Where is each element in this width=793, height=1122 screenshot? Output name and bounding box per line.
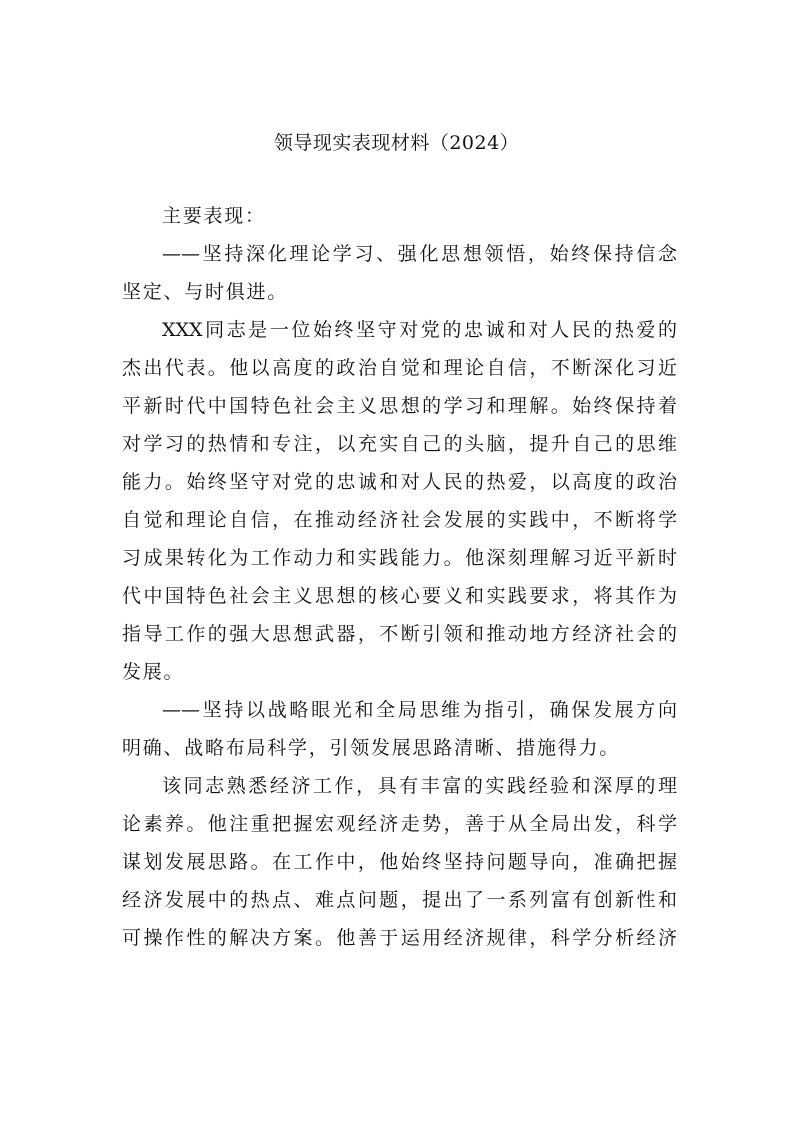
paragraph-line: 指导工作的强大思想武器，不断引领和推动地方经济社会的 bbox=[122, 623, 677, 645]
paragraph-line: 谋划发展思路。在工作中，他始终坚持问题导向，准确把握 bbox=[122, 851, 677, 873]
section-heading: 主要表现： bbox=[162, 205, 266, 227]
document-title: 领导现实表现材料（2024） bbox=[273, 132, 520, 154]
paragraph-line: 代中国特色社会主义思想的核心要义和实践要求，将其作为 bbox=[122, 585, 677, 607]
paragraph-line: 杰出代表。他以高度的政治自觉和理论自信，不断深化习近 bbox=[122, 357, 677, 379]
paragraph-line: 可操作性的解决方案。他善于运用经济规律，科学分析经济 bbox=[122, 927, 677, 949]
paragraph-line: XXX同志是一位始终坚守对党的忠诚和对人民的热爱的 bbox=[162, 319, 677, 341]
paragraph-line: 平新时代中国特色社会主义思想的学习和理解。始终保持着 bbox=[122, 395, 677, 417]
paragraph-line: 能力。始终坚守对党的忠诚和对人民的热爱，以高度的政治 bbox=[122, 471, 677, 493]
paragraph-line: 论素养。他注重把握宏观经济走势，善于从全局出发，科学 bbox=[122, 813, 677, 835]
document-body bbox=[122, 197, 677, 957]
paragraph-line: 该同志熟悉经济工作，具有丰富的实践经验和深厚的理 bbox=[162, 775, 677, 797]
paragraph-line: 习成果转化为工作动力和实践能力。他深刻理解习近平新时 bbox=[122, 547, 677, 569]
paragraph-line: 经济发展中的热点、难点问题，提出了一系列富有创新性和 bbox=[122, 889, 677, 911]
paragraph-line: 对学习的热情和专注，以充实自己的头脑，提升自己的思维 bbox=[122, 433, 677, 455]
paragraph-line: ——坚持深化理论学习、强化思想领悟，始终保持信念 bbox=[162, 243, 677, 265]
paragraph-line: 坚定、与时俱进。 bbox=[122, 281, 289, 303]
paragraph-line: ——坚持以战略眼光和全局思维为指引，确保发展方向 bbox=[162, 699, 677, 721]
paragraph-line: 明确、战略布局科学，引领发展思路清晰、措施得力。 bbox=[122, 737, 621, 759]
paragraph-line: 发展。 bbox=[122, 661, 185, 683]
paragraph-line: 自觉和理论自信，在推动经济社会发展的实践中，不断将学 bbox=[122, 509, 677, 531]
